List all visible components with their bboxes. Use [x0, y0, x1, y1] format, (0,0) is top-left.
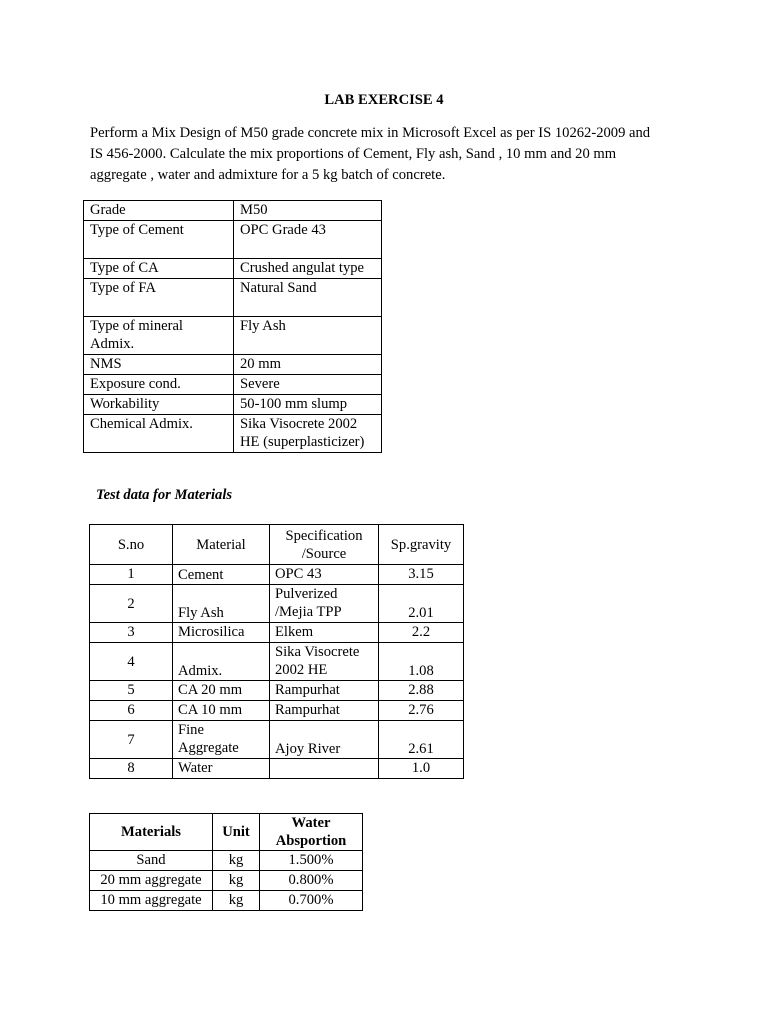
intro-paragraph	[90, 123, 680, 186]
sno-cell: 1	[90, 565, 173, 585]
table-row	[84, 317, 382, 355]
spec-cell: OPC 43	[270, 565, 379, 585]
sno-cell: 2	[90, 585, 173, 623]
unit-cell: kg	[213, 871, 260, 891]
materials-table	[89, 524, 464, 779]
material-cell: Fine Aggregate	[173, 721, 270, 759]
sno-cell: 3	[90, 623, 173, 643]
table-row	[84, 355, 382, 375]
material-cell: Sand	[90, 851, 213, 871]
material-cell: 10 mm aggregate	[90, 891, 213, 911]
spec-cell: Pulverized /Mejia TPP	[270, 585, 379, 623]
spec-label: Chemical Admix.	[84, 415, 234, 453]
column-header: Unit	[213, 814, 260, 851]
unit-cell: kg	[213, 851, 260, 871]
intro-line: Perform a Mix Design of M50 grade concrete mix in Microsoft Excel as per IS 10262-2009 and	[90, 125, 651, 141]
sg-cell: 1.08	[379, 643, 464, 681]
table-row	[84, 375, 382, 395]
sg-cell: 2.2	[379, 623, 464, 643]
spec-value: OPC Grade 43	[234, 221, 382, 259]
page-title: LAB EXERCISE 4	[324, 92, 444, 108]
sg-cell: 2.01	[379, 585, 464, 623]
spec-label: NMS	[84, 355, 234, 375]
spec-label: Type of Cement	[84, 221, 234, 259]
material-cell: 20 mm aggregate	[90, 871, 213, 891]
spec-label: Type of FA	[84, 279, 234, 317]
table-row	[90, 891, 363, 911]
spec-value: M50	[234, 201, 382, 221]
sno-cell: 8	[90, 759, 173, 779]
spec-label: Workability	[84, 395, 234, 415]
spec-value: 50-100 mm slump	[234, 395, 382, 415]
sno-cell: 4	[90, 643, 173, 681]
table-row	[90, 585, 464, 623]
table-row	[90, 871, 363, 891]
spec-cell	[270, 759, 379, 779]
column-header: Material	[173, 525, 270, 565]
table-row	[90, 643, 464, 681]
material-cell: Cement	[173, 565, 270, 585]
absorption-cell: 1.500%	[260, 851, 363, 871]
table-header-row	[90, 525, 464, 565]
intro-line: aggregate , water and admixture for a 5 kg batch of concrete.	[90, 167, 446, 183]
spec-label: Grade	[84, 201, 234, 221]
table-row	[84, 395, 382, 415]
test-data-heading: Test data for Materials	[96, 487, 233, 503]
spec-value: 20 mm	[234, 355, 382, 375]
material-cell: Microsilica	[173, 623, 270, 643]
mix-spec-table	[83, 200, 382, 453]
spec-label: Type of CA	[84, 259, 234, 279]
column-header: Sp.gravity	[379, 525, 464, 565]
water-absorption-table	[89, 813, 363, 911]
sg-cell: 2.88	[379, 681, 464, 701]
table-row	[84, 279, 382, 317]
unit-cell: kg	[213, 891, 260, 911]
table-header-row	[90, 814, 363, 851]
spec-cell: Rampurhat	[270, 681, 379, 701]
table-row	[84, 415, 382, 453]
spec-value: Fly Ash	[234, 317, 382, 355]
sno-cell: 5	[90, 681, 173, 701]
sg-cell: 1.0	[379, 759, 464, 779]
table-row	[90, 623, 464, 643]
spec-value: Crushed angulat type	[234, 259, 382, 279]
material-cell: Water	[173, 759, 270, 779]
table-row	[90, 701, 464, 721]
absorption-cell: 0.700%	[260, 891, 363, 911]
table-row	[84, 259, 382, 279]
table-row	[84, 221, 382, 259]
column-header: Specification /Source	[270, 525, 379, 565]
table-row	[90, 759, 464, 779]
material-cell: CA 10 mm	[173, 701, 270, 721]
sg-cell: 2.76	[379, 701, 464, 721]
spec-cell: Rampurhat	[270, 701, 379, 721]
material-cell: Admix.	[173, 643, 270, 681]
sno-cell: 7	[90, 721, 173, 759]
spec-label: Type of mineral Admix.	[84, 317, 234, 355]
spec-value: Natural Sand	[234, 279, 382, 317]
spec-value: Severe	[234, 375, 382, 395]
sg-cell: 3.15	[379, 565, 464, 585]
spec-cell: Elkem	[270, 623, 379, 643]
absorption-cell: 0.800%	[260, 871, 363, 891]
material-cell: Fly Ash	[173, 585, 270, 623]
spec-label: Exposure cond.	[84, 375, 234, 395]
table-row	[84, 201, 382, 221]
sg-cell: 2.61	[379, 721, 464, 759]
table-row	[90, 851, 363, 871]
column-header: Materials	[90, 814, 213, 851]
column-header: Water Absportion	[260, 814, 363, 851]
column-header: S.no	[90, 525, 173, 565]
intro-line: IS 456-2000. Calculate the mix proportions of Cement, Fly ash, Sand , 10 mm and 20 mm	[90, 146, 617, 162]
spec-cell: Ajoy River	[270, 721, 379, 759]
spec-cell: Sika Visocrete 2002 HE	[270, 643, 379, 681]
table-row	[90, 721, 464, 759]
material-cell: CA 20 mm	[173, 681, 270, 701]
spec-value: Sika Visocrete 2002 HE (superplasticizer)	[234, 415, 382, 453]
table-row	[90, 565, 464, 585]
sno-cell: 6	[90, 701, 173, 721]
table-row	[90, 681, 464, 701]
